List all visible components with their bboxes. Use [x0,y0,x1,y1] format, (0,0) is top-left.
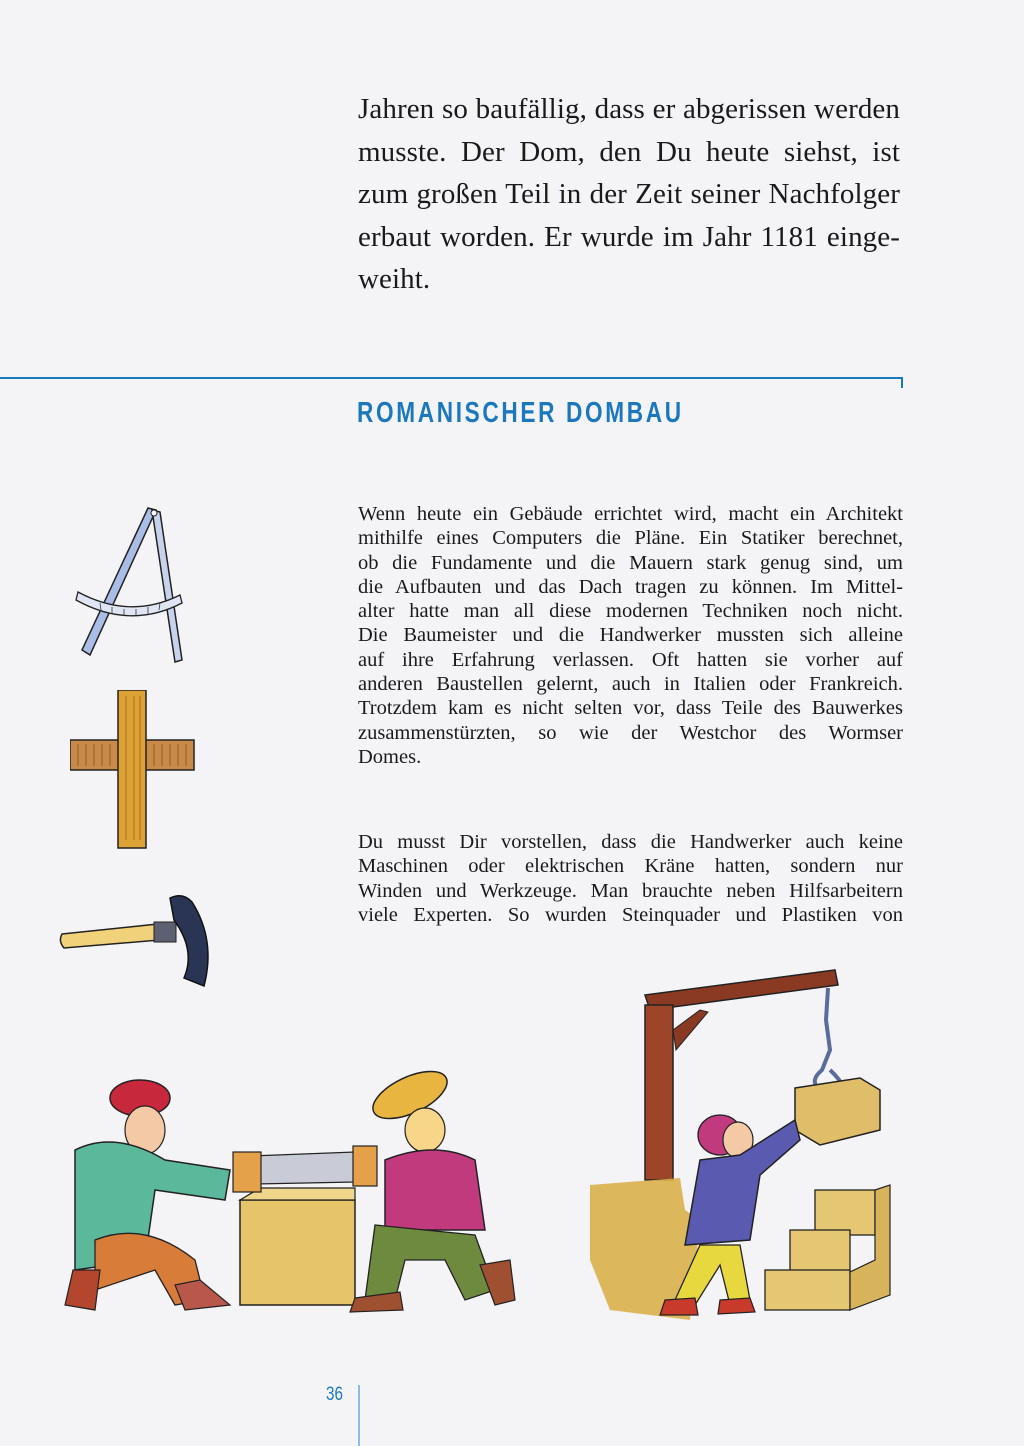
paragraph-line: ob die Fundamente und die Mauern stark genug sind, um [358,551,903,574]
paragraph-line: Die Baumeister und die Handwerker mussten sich alleine [358,624,903,647]
body-paragraph-1 [358,502,903,769]
intro-line: musste. Der Dom, den Du heute siehst, ist [358,135,900,168]
sawing-craftsmen-illustration [55,1060,525,1320]
paragraph-line: viele Experten. So wurden Steinquader und Plastiken von [358,903,903,926]
body-paragraph-2 [358,830,903,927]
intro-line: zum großen Teil in der Zeit seiner Nachfolger [358,178,900,210]
paragraph-line: auf ihre Erfahrung verlassen. Oft hatten sie vorher auf [358,648,903,671]
intro-paragraph [358,88,900,301]
paragraph-line: Winden und Werkzeuge. Man brauchte neben Hilfsarbeitern [358,879,903,902]
section-divider-tick [901,377,903,388]
ruler-cross-icon [70,690,196,860]
compass-icon [60,500,190,670]
paragraph-line: Domes. [358,745,422,768]
stone-hammer-icon [58,890,218,990]
section-divider [0,377,903,379]
paragraph-line: Maschinen oder elektrischen Kräne hatten, sondern nur [358,855,903,878]
paragraph-line: alter hatte man all diese modernen Techniken noch nicht. [358,600,903,623]
intro-line: erbaut worden. Er wurde im Jahr 1181 einge- [358,220,900,253]
intro-line: Jahren so baufällig, dass er abgerissen werden [358,93,900,125]
paragraph-line: die Aufbauten und das Dach tragen zu können. Im Mittel- [358,575,903,598]
intro-line: weiht. [358,263,431,295]
crane-worker-illustration [590,960,910,1330]
paragraph-line: zusammenstürzten, so wie der Westchor des Wormser [358,721,903,744]
page-number: 36 [326,1384,343,1405]
paragraph-line: Wenn heute ein Gebäude errichtet wird, macht ein Architekt [358,503,903,525]
page-number-rule [358,1385,360,1446]
paragraph-line: anderen Baustellen gelernt, auch in Italien oder Frankreich. [358,673,903,696]
section-heading: ROMANISCHER DOMBAU [357,397,684,429]
paragraph-line: Trotzdem kam es nicht selten vor, dass Teile des Bauwerkes [358,697,903,720]
paragraph-line: mithilfe eines Computers die Pläne. Ein Statiker berechnet, [358,527,903,550]
paragraph-line: Du musst Dir vorstellen, dass die Handwerker auch keine [358,831,903,853]
